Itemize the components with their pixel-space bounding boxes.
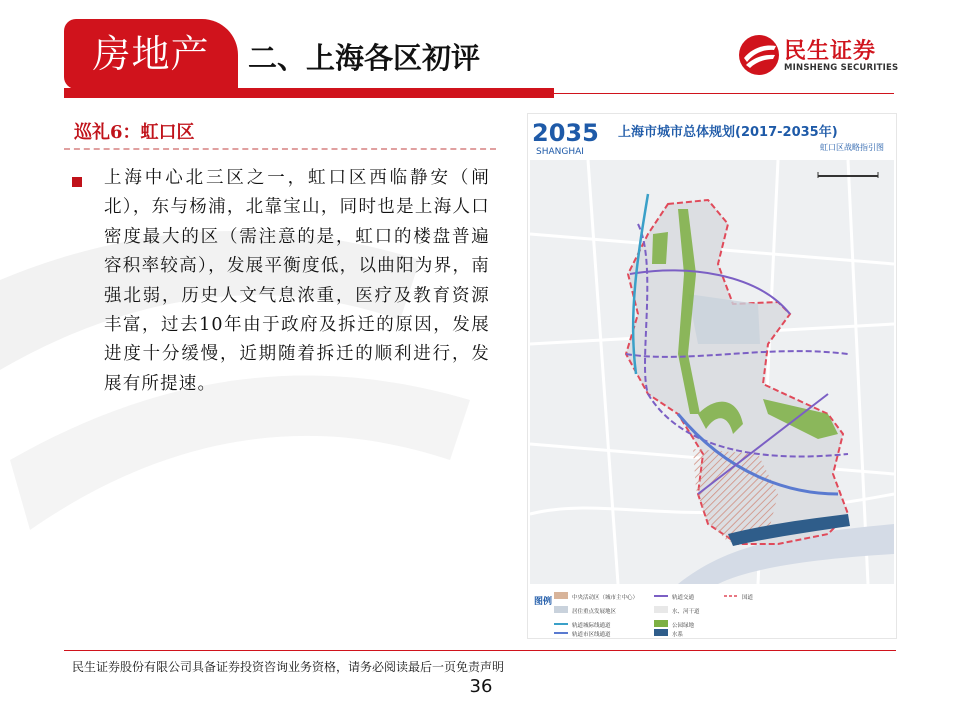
legend-item-4: 居住重点发展地区 — [572, 609, 617, 615]
legend-item-7: 公园绿地 — [672, 623, 695, 629]
legend-item-6: 轨道城际线通道 — [572, 623, 611, 629]
map-brand-year: 2035 — [532, 119, 599, 147]
map-legend-title: 图例 — [534, 597, 553, 607]
page-subtitle: 二、上海各区初评 — [248, 41, 481, 75]
legend-item-3: 国道 — [742, 595, 754, 601]
legend-item-5: 水、河干道 — [672, 609, 700, 615]
section-heading: 巡礼6：虹口区 — [74, 122, 195, 143]
map-brand-city: SHANGHAI — [536, 147, 584, 157]
legend-item-2: 轨道交通 — [672, 595, 695, 601]
footer-divider — [64, 650, 896, 651]
header-divider — [64, 88, 554, 98]
section-heading-bar — [64, 112, 496, 150]
district-planning-map — [527, 113, 897, 639]
bullet-square-icon — [72, 177, 82, 187]
map-title: 上海市城市总体规划(2017-2035年) — [618, 125, 838, 140]
company-logo — [738, 34, 908, 78]
logo-name-cn: 民生证券 — [784, 39, 877, 64]
page-number: 36 — [469, 676, 493, 697]
legend-item-9: 水系 — [672, 632, 684, 638]
logo-name-en: MINSHENG SECURITIES — [784, 63, 899, 73]
legend-item-8: 轨道市区线通道 — [572, 632, 611, 638]
map-subtitle: 虹口区战略指引图 — [820, 143, 884, 152]
legend-item-1: 中央活动区（城市主中心） — [572, 595, 639, 601]
header-divider-thin — [554, 93, 894, 94]
footer-disclaimer: 民生证券股份有限公司具备证券投资咨询业务资格，请务必阅读最后一页免责声明 — [72, 660, 505, 674]
category-title: 房地产 — [64, 19, 238, 89]
section-body: 上海中心北三区之一，虹口区西临静安（闸北），东与杨浦，北靠宝山，同时也是上海人口密度最大的区（需注意的是，虹口的楼盘普遍容积率较高），发展平衡度低，以曲阳为界，南强北弱，历史人文气息浓重，医疗及教育资源丰富，过去10年由于政府及拆迁的原因，发展进度十分缓慢，近期随着拆迁的顺利进行，发展有所提速。 — [104, 168, 490, 394]
minsheng-logo-icon — [738, 34, 780, 76]
